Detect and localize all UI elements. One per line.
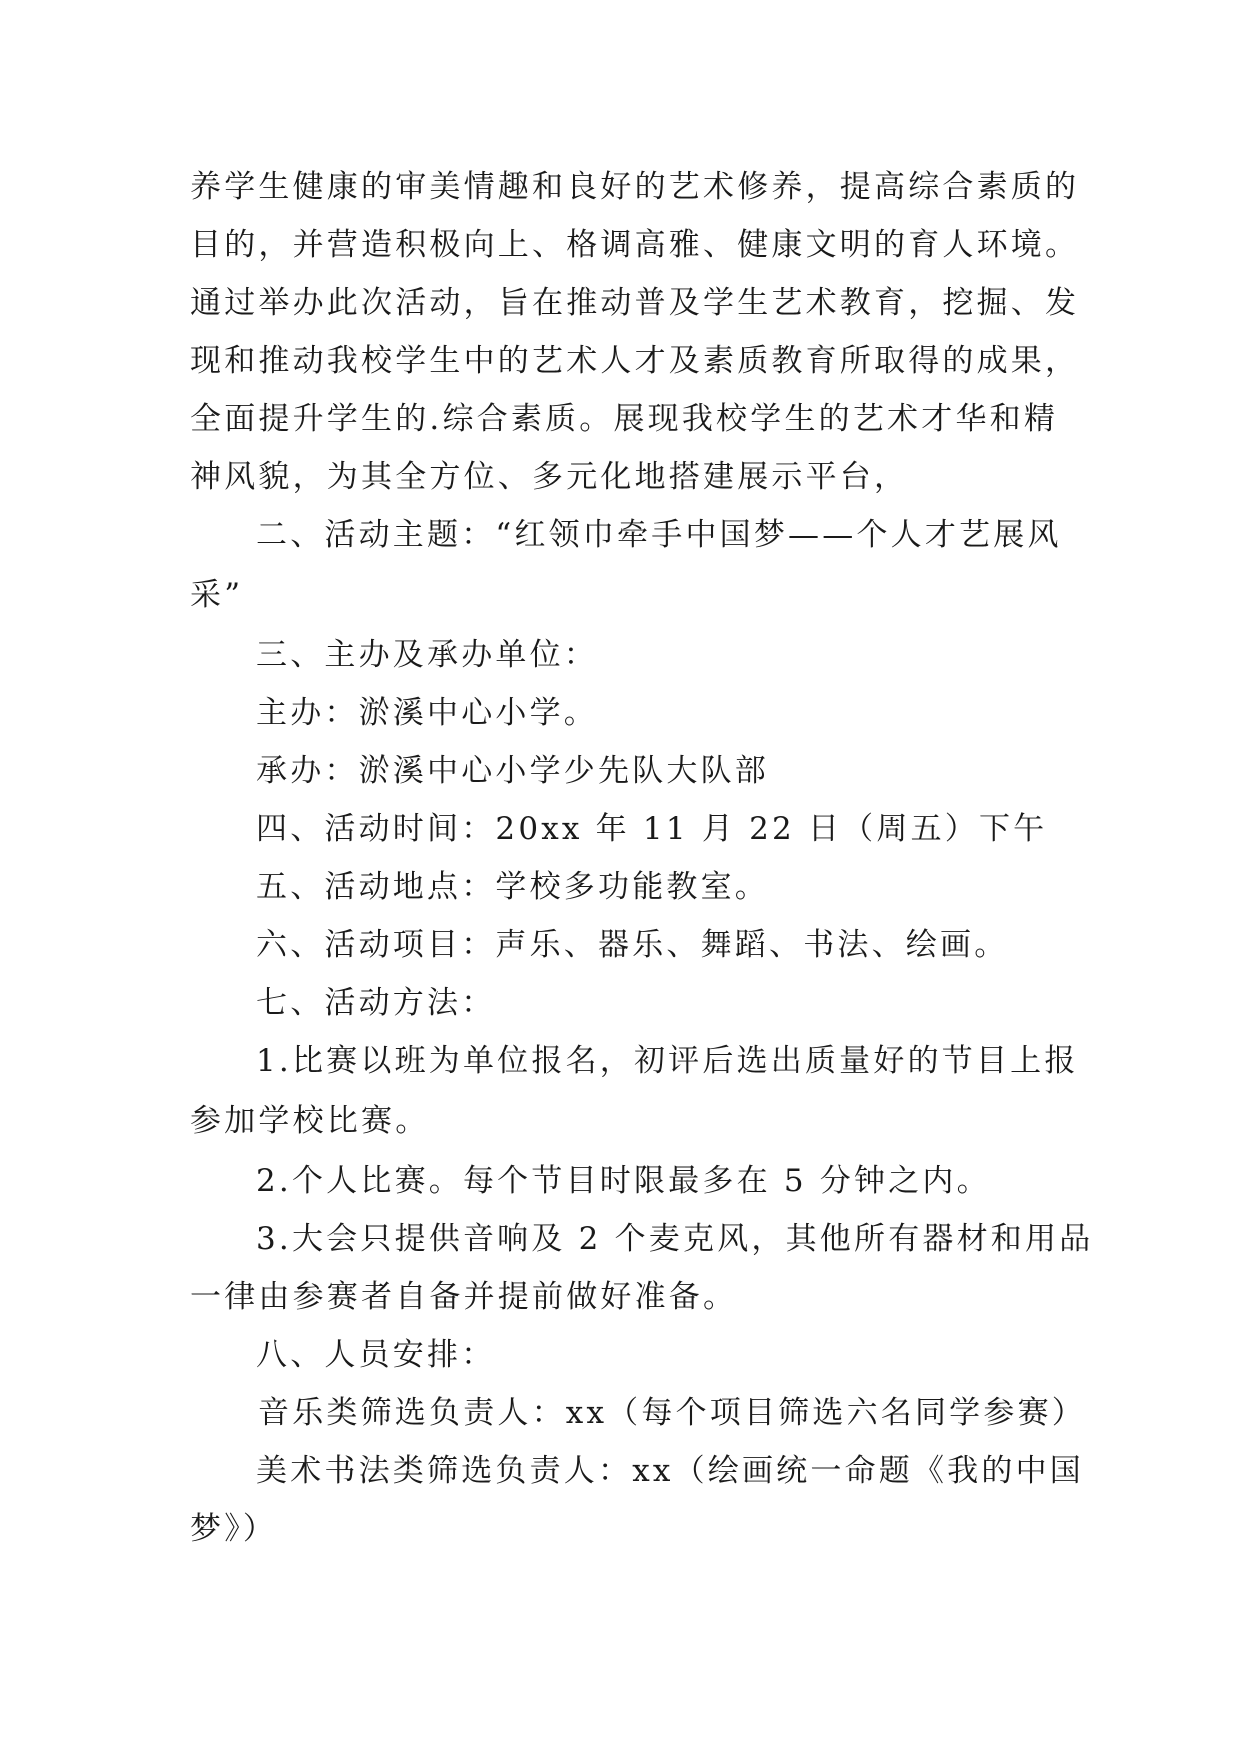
staff-music: 音乐类筛选负责人：xx（每个项目筛选六名同学参赛） bbox=[258, 1395, 1086, 1431]
paragraph-line: 养学生健康的审美情趣和良好的艺术修养，提高综合素质的 bbox=[190, 169, 1080, 205]
method-item-2: 2.个人比赛。每个节目时限最多在 5 分钟之内。 bbox=[256, 1163, 991, 1199]
organizer-undertaker: 承办：淤溪中心小学少先队大队部 bbox=[256, 753, 769, 789]
document-body bbox=[190, 158, 1094, 1558]
section-heading-time: 四、活动时间：20xx 年 11 月 22 日（周五）下午 bbox=[256, 811, 1048, 847]
staff-art: 美术书法类筛选负责人：xx（绘画统一命题《我的中国 bbox=[256, 1453, 1084, 1489]
paragraph-line: 一律由参赛者自备并提前做好准备。 bbox=[190, 1279, 738, 1315]
paragraph-line: 梦》） bbox=[190, 1511, 278, 1547]
paragraph-line: 通过举办此次活动，旨在推动普及学生艺术教育，挖掘、发 bbox=[190, 285, 1080, 321]
paragraph-line: 参加学校比赛。 bbox=[190, 1103, 430, 1139]
section-heading-theme: 二、活动主题：“红领巾牵手中国梦——个人才艺展风 bbox=[256, 517, 1062, 553]
section-heading-location: 五、活动地点：学校多功能教室。 bbox=[256, 869, 769, 905]
organizer-host: 主办：淤溪中心小学。 bbox=[256, 695, 598, 731]
paragraph-line: 神风貌，为其全方位、多元化地搭建展示平台， bbox=[190, 459, 909, 495]
section-heading-methods: 七、活动方法： bbox=[256, 985, 496, 1021]
section-heading-staff: 八、人员安排： bbox=[256, 1337, 496, 1373]
method-item-1: 1.比赛以班为单位报名，初评后选出质量好的节目上报 bbox=[256, 1043, 1079, 1079]
paragraph-line: 采” bbox=[190, 577, 244, 613]
section-heading-items: 六、活动项目：声乐、器乐、舞蹈、书法、绘画。 bbox=[256, 927, 1009, 963]
method-item-3: 3.大会只提供音响及 2 个麦克风，其他所有器材和用品 bbox=[256, 1221, 1094, 1257]
section-heading-organizers: 三、主办及承办单位： bbox=[256, 637, 598, 673]
paragraph-line: 全面提升学生的.综合素质。展现我校学生的艺术才华和精 bbox=[190, 401, 1059, 437]
paragraph-line: 目的，并营造积极向上、格调高雅、健康文明的育人环境。 bbox=[190, 227, 1080, 263]
paragraph-line: 现和推动我校学生中的艺术人才及素质教育所取得的成果， bbox=[190, 343, 1080, 379]
